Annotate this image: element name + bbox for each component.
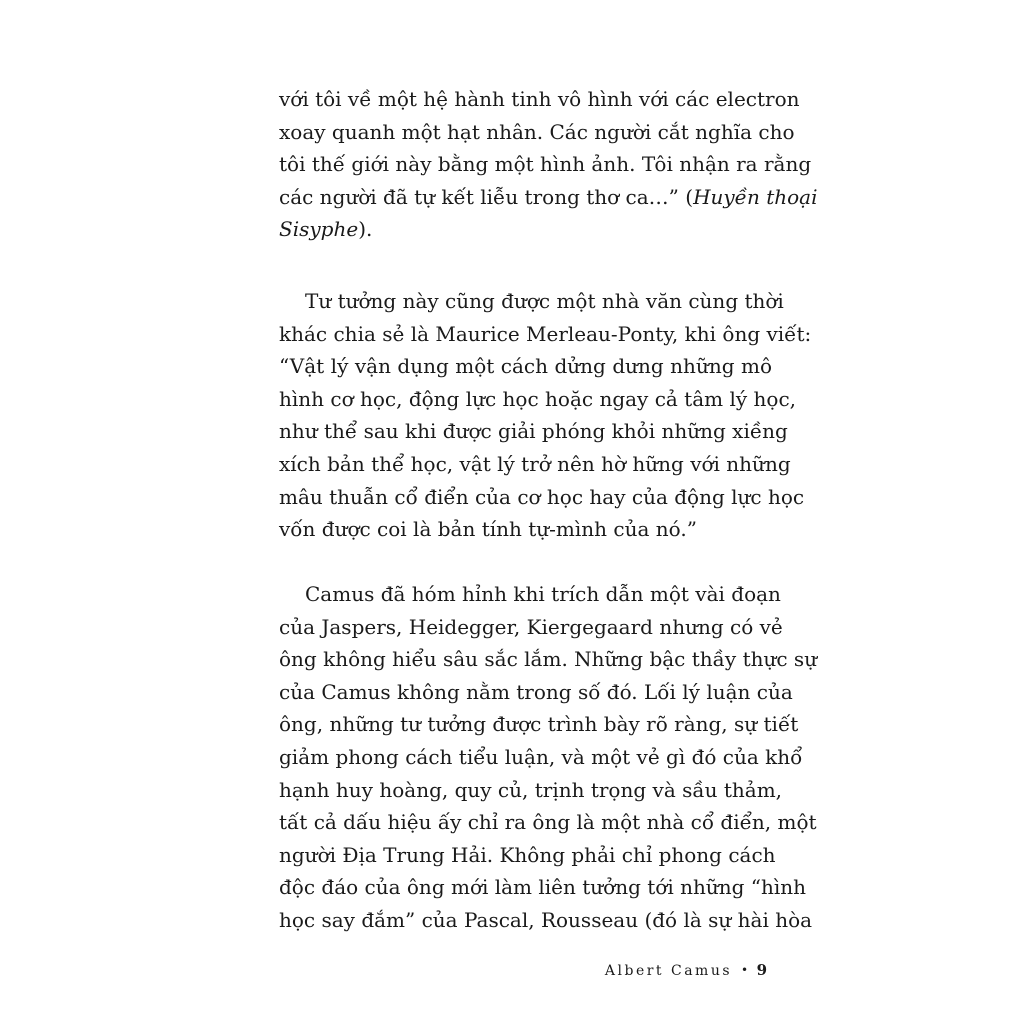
text-line: xoay quanh một hạt nhân. Các người cắt nghĩa cho <box>279 119 795 144</box>
text-line: độc đáo của ông mới làm liên tưởng tới những “hình <box>279 875 807 900</box>
text-line: tôi thế giới này bằng một hình ảnh. Tôi nhận ra rằng <box>279 152 812 177</box>
text-line: với tôi về một hệ hành tinh vô hình với các electron <box>279 87 800 111</box>
page-footer <box>605 961 767 979</box>
text-line: vốn được coi là bản tính tự-mình của nó.” <box>279 517 697 542</box>
text-line <box>279 213 772 246</box>
text-line: mâu thuẫn cổ điển của cơ học hay của động lực học <box>279 484 805 509</box>
text-line: Tư tưởng này cũng được một nhà văn cùng thời <box>305 289 784 313</box>
text-segment: các người đã tự kết liễu trong thơ ca…” ( <box>279 184 694 209</box>
text-line: người Địa Trung Hải. Không phải chỉ phong cách <box>279 842 776 867</box>
text-line: của Jaspers, Heidegger, Kiergegaard nhưng có vẻ <box>279 614 783 639</box>
text-line: “Vật lý vận dụng một cách dửng dưng những mô <box>279 354 772 379</box>
paragraph-2 <box>279 285 812 546</box>
text-line: xích bản thể học, vật lý trở nên hờ hững với những <box>279 451 791 476</box>
text-line: tất cả dấu hiệu ấy chỉ ra ông là một nhà cổ điển, một <box>279 810 817 835</box>
book-title-italic: Huyền thoại <box>693 184 818 209</box>
text-line <box>279 181 818 214</box>
bullet-separator: • <box>740 963 751 977</box>
text-line: như thể sau khi được giải phóng khỏi những xiềng <box>279 419 788 444</box>
text-line: học say đắm” của Pascal, Rousseau (đó là sự hài hòa <box>279 907 813 932</box>
text-line: của Camus không nằm trong số đó. Lối lý luận của <box>279 679 793 704</box>
paragraph-1 <box>279 83 818 246</box>
text-line: hình cơ học, động lực học hoặc ngay cả tâm lý học, <box>279 386 797 411</box>
text-line: giảm phong cách tiểu luận, và một vẻ gì đó của khổ <box>279 744 803 769</box>
text-line: hạnh huy hoàng, quy củ, trịnh trọng và sầu thảm, <box>279 777 783 802</box>
text-line: Camus đã hóm hỉnh khi trích dẫn một vài đoạn <box>305 582 781 606</box>
book-title-italic: Sisyphe <box>279 217 359 242</box>
text-line: ông, những tư tưởng được trình bày rõ ràng, sự tiết <box>279 712 799 737</box>
text-line: khác chia sẻ là Maurice Merleau-Ponty, khi ông viết: <box>279 321 812 346</box>
running-head: Albert Camus <box>604 963 733 979</box>
paragraph-3 <box>279 578 818 937</box>
text-line: ông không hiểu sâu sắc lắm. Những bậc thầy thực sự <box>279 647 818 672</box>
page-number: 9 <box>756 961 767 979</box>
text-segment: ). <box>358 217 373 242</box>
